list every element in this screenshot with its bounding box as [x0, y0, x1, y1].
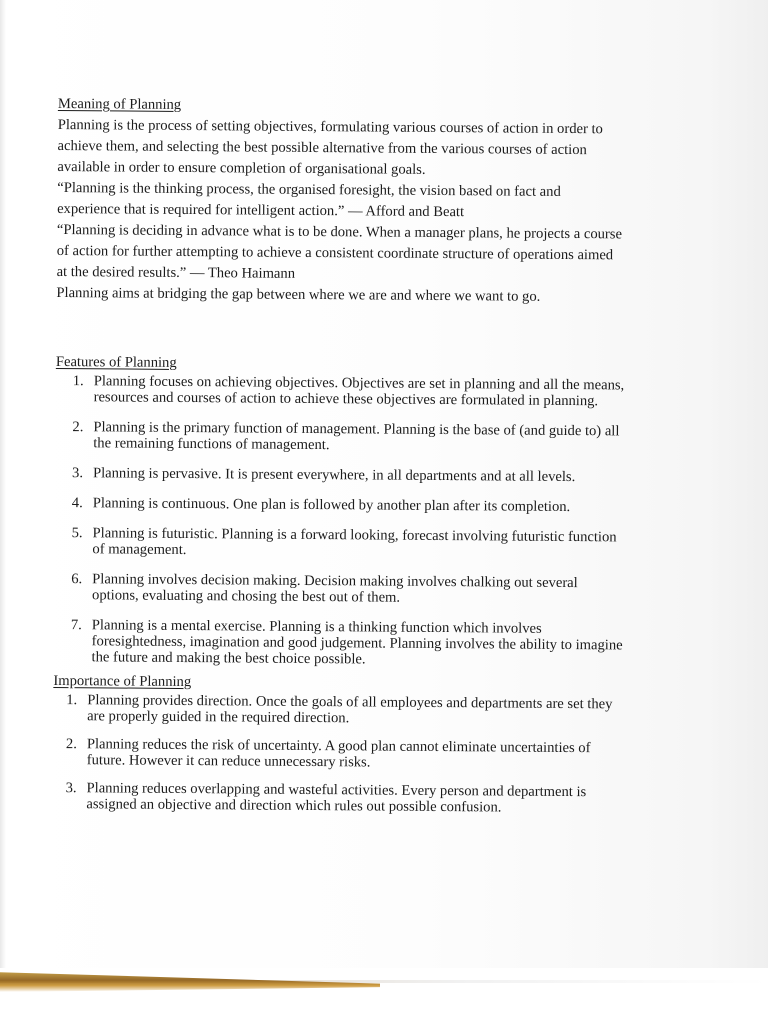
item-number: 3.: [72, 465, 84, 482]
heading-importance-of-planning: Importance of Planning: [53, 672, 192, 691]
document-body: [52, 94, 673, 817]
item-number: 3.: [65, 780, 77, 797]
feature-item: [55, 419, 670, 456]
item-line: Planning is pervasive. It is present everywhere, in all departments and at all levels.: [92, 465, 576, 486]
heading-meaning-of-planning: Meaning of Planning: [57, 95, 182, 113]
meaning-line: Planning is the process of setting objectives, formulating various courses of action in order to: [57, 116, 603, 138]
item-line: Planning is continuous. One plan is followed by another plan after its completion.: [92, 495, 571, 516]
meaning-paragraph: [56, 115, 672, 309]
feature-item: [54, 571, 669, 608]
item-line: Planning is a mental exercise. Planning is a thinking function which involves: [91, 617, 542, 637]
item-line: Planning involves decision making. Decision making involves chalking out several: [92, 571, 578, 592]
item-text: [92, 571, 669, 608]
section-features: [54, 352, 671, 670]
item-number: 2.: [65, 736, 77, 753]
item-line: Planning provides direction. Once the goals of all employees and departments are set they: [87, 692, 613, 713]
item-line: are properly guided in the required direction.: [87, 708, 350, 727]
meaning-line: achieve them, and selecting the best possible alternative from the various courses of action: [57, 137, 587, 159]
item-line: options, evaluating and chosing the best out of them.: [92, 587, 401, 606]
item-line: future. However it can reduce unnecessary risks.: [86, 752, 371, 771]
importance-item: [52, 780, 667, 817]
quote-line: of action for further attempting to achieve a consistent coordinate structure of operations aimed: [56, 242, 614, 264]
section-importance: [52, 671, 668, 817]
item-text: [93, 419, 670, 456]
feature-item: [55, 495, 670, 516]
item-line: Planning is the primary function of management. Planning is the base of (and guide to) all: [93, 419, 620, 440]
feature-item: [55, 465, 670, 486]
item-line: foresightedness, imagination and good judgement. Planning involves the ability to imagine: [91, 633, 623, 654]
page-left-shadow: [0, 0, 6, 1024]
features-list: [54, 373, 671, 670]
item-text: [86, 780, 667, 817]
item-text: [94, 373, 671, 410]
item-line: assigned an objective and direction which rules out possible confusion.: [86, 796, 502, 816]
item-number: 2.: [72, 419, 84, 436]
item-number: 7.: [70, 617, 82, 634]
item-number: 6.: [71, 571, 83, 588]
feature-item: [56, 373, 671, 410]
item-line: Planning reduces overlapping and wasteful activities. Every person and department is: [86, 780, 587, 801]
quote-line: experience that is required for intelligent action.” — Afford and Beatt: [57, 200, 465, 221]
item-number: 5.: [71, 525, 83, 542]
item-text: [93, 465, 670, 486]
item-line: Planning focuses on achieving objectives. Objectives are set in planning and all the means,: [93, 373, 625, 394]
item-line: Planning is futuristic. Planning is a forward looking, forecast involving futuristic function: [92, 525, 617, 546]
feature-item: [54, 525, 669, 562]
feature-item: [54, 617, 669, 670]
item-text: [92, 525, 669, 562]
meaning-line: Planning aims at bridging the gap between where we are and where we want to go.: [56, 284, 541, 305]
importance-item: [53, 692, 668, 729]
importance-item: [53, 736, 668, 773]
item-text: [92, 617, 669, 670]
item-number: 1.: [72, 373, 84, 390]
section-meaning: [56, 94, 673, 309]
item-line: resources and courses of action to achieve these objectives are formulated in planning.: [93, 389, 599, 410]
quote-line: “Planning is the thinking process, the organised foresight, the vision based on fact and: [57, 179, 561, 200]
quote-line: at the desired results.” — Theo Haimann: [56, 263, 296, 282]
item-line: Planning reduces the risk of uncertainty. A good plan cannot eliminate uncertainties of: [86, 736, 591, 757]
item-text: [93, 495, 670, 516]
item-text: [87, 692, 668, 729]
importance-list: [52, 692, 668, 817]
meaning-line: available in order to ensure completion of organisational goals.: [57, 158, 426, 178]
item-number: 1.: [66, 692, 78, 709]
heading-features-of-planning: Features of Planning: [55, 353, 177, 371]
item-text: [87, 736, 668, 773]
item-number: 4.: [71, 495, 83, 512]
item-line: of management.: [92, 541, 187, 559]
quote-line: “Planning is deciding in advance what is to be done. When a manager plans, he projects a course: [56, 221, 623, 243]
item-line: the future and making the best choice possible.: [91, 649, 366, 668]
item-line: the remaining functions of management.: [93, 435, 330, 454]
